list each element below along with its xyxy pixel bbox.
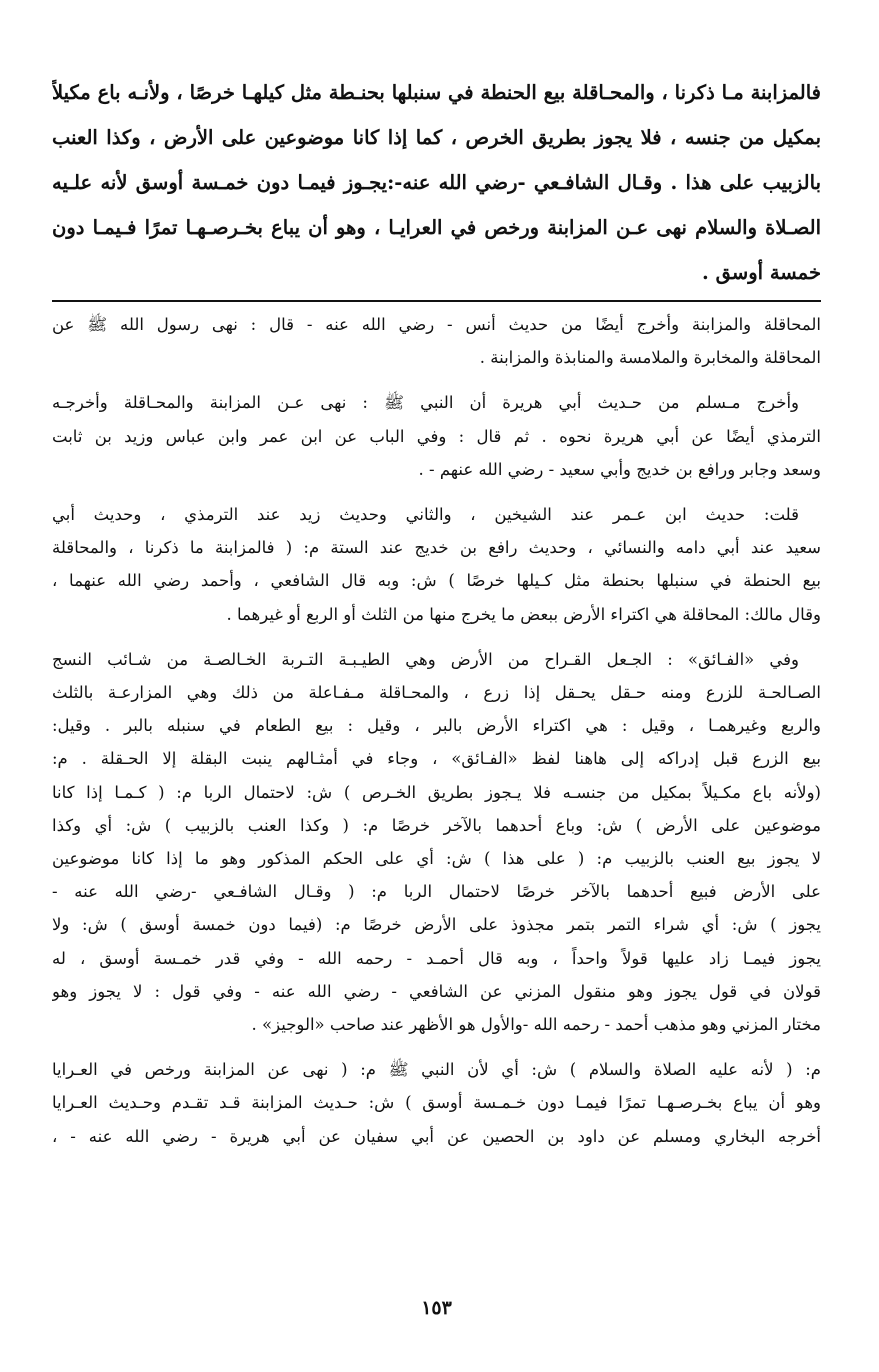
commentary-line: وسعد وجابر ورافع بن خديج وأبي سعيد - رضي الله عنهم - . — [418, 459, 821, 479]
commentary-paragraph — [52, 498, 821, 631]
commentary-line: وقال مالك: المحاقلة هي اكتراء الأرض ببعض ما يخرج منها من الثلث أو الربع أو غيرهما . — [226, 604, 821, 624]
commentary-line: وهو أن يباع بخـرصـهـا تمرًا فيمـا دون خـمـسة أوسق ) ش: حـديث المزابنة قـد تقـدم وحـديث العـرايا — [52, 1093, 821, 1113]
main-text — [52, 70, 821, 295]
commentary — [52, 308, 821, 1165]
commentary-line: وأخرج مـسلم من حـديث أبي هريرة أن النبي ﷺ : نهى عـن المزابنة والمحـاقلة وأخرجـه — [52, 393, 799, 413]
commentary-line: وفي «الفـائق» : الجـعل القـراح من الأرض وهي الطيـبـة التـربة الخـالصـة من شـائب النسج — [52, 649, 799, 669]
main-text-line: الصـلاة والسلام نهى عـن المزابنة ورخص في العرايـا ، وهو أن يباع بخـرصـهـا تمرًا فـيمـا دون — [52, 216, 821, 239]
commentary-line: على الأرض فبيع أحدهما بالآخر خرصًا لاحتمال الربا م: ( وقـال الشافـعي -رضي الله عنه - — [52, 882, 821, 902]
commentary-line: قلت: حديث ابن عـمر عند الشيخين ، والثاني وحديث زيد عند الترمذي ، وحديث أبي — [52, 505, 799, 525]
commentary-line: المحاقلة والمزابنة وأخرج أيضًا من حديث أنس - رضي الله عنه - قال : نهى رسول الله ﷺ عن — [52, 315, 821, 334]
main-text-line: خمسة أوسق . — [702, 261, 821, 284]
main-text-line: بمكيل من جنسه ، فلا يجوز بطريق الخرص ، كما إذا كانا موضوعين على الأرض ، وكذا العنب — [52, 126, 821, 149]
commentary-line: مختار المزني وهو مذهب أحمد - رحمه الله -والأول هو الأظهر عند صاحب «الوجيز» . — [251, 1015, 821, 1035]
commentary-line: بيع الزرع قبل إدراكه إلى هاهنا لفظ «الفـائق» ، وجاء في أمثـالهم ينبت البقلة إلا الحـقلة . م: — [52, 749, 821, 769]
commentary-line: م: ( لأنه عليه الصلاة والسلام ) ش: أي لأن النبي ﷺ م: ( نهى عن المزابنة ورخص في العـرايا — [52, 1060, 821, 1080]
page-number: ١٥٣ — [421, 1297, 452, 1319]
commentary-line: المحاقلة والمخابرة والملامسة والمنابذة والمزابنة . — [479, 348, 821, 368]
commentary-paragraph — [52, 386, 821, 486]
commentary-line: موضوعين على الأرض ) ش: وباع أحدهما بالآخر خرصًا م: ( وكذا العنب بالزبيب ) ش: أي وكذا — [52, 815, 821, 835]
commentary-paragraph — [52, 308, 821, 374]
commentary-paragraph — [52, 643, 821, 1041]
commentary-line: يجوز ) ش: أي شراء التمر بتمر مجذوذ على الأرض خرصًا م: (فيما دون خمسة أوسق ) ش: ولا — [52, 915, 821, 935]
commentary-line: قولان في قول يجوز وهو منقول المزني عن الشافعي - رضي الله عنه - وفي قول : لا يجوز وهو — [52, 981, 821, 1001]
commentary-line: يجوز فيمـا زاد عليها قولاً واحداً ، وبه قال أحمـد - رحمه الله - وفي قدر خمـسة أوسق ، له — [52, 948, 821, 968]
commentary-line: أخرجه البخاري ومسلم عن داود بن الحصين عن أبي سفيان عن أبي هريرة - رضي الله عنه - ، — [52, 1126, 821, 1146]
commentary-line: الترمذي أيضًا عن أبي هريرة نحوه . ثم قال : وفي الباب عن ابن عمر وابن عباس وزيد بن ثابت — [52, 426, 821, 446]
commentary-paragraph — [52, 1053, 821, 1153]
main-text-line: فالمزابنة مـا ذكرنا ، والمحـاقلة بيع الحنطة في سنبلها بحنـطة مثل كيلهـا خرصًا ، ولأنـه باع مكيلاً — [52, 81, 821, 104]
main-text-line: بالزبيب على هذا . وقـال الشافـعي -رضي الله عنه-:يجـوز فيمـا دون خمـسة أوسق لأنه علـيه — [52, 171, 821, 194]
commentary-line: سعيد عند أبي دامه والنسائي ، وحديث رافع بن خديج عند الستة م: ( فالمزابنة ما ذكرنا ، والمحاقلة — [52, 538, 821, 558]
book-page — [52, 0, 821, 1372]
commentary-line: لا يجوز بيع العنب بالزبيب م: ( على هذا ) ش: أي على الحكم المذكور وهو ما إذا كانا موضوعين — [52, 849, 821, 869]
footnote-divider — [52, 300, 821, 302]
commentary-line: الصـالحـة للزرع ومنه حـقل يحـقل إذا زرع ، والمحـاقلة مـفـاعلة من ذلك وهي المزارعـة بالثلث — [52, 683, 821, 703]
commentary-line: والربع وغيرهمـا ، وقيل : هي اكتراء الأرض بالبر ، وقيل : بيع الطعام في سنبله بالبر . وقيل: — [52, 716, 821, 736]
commentary-line: (ولأنه باع مكـيلاً بمكيل من جنسـه فلا يـجوز بطريق الخـرص ) ش: لاحتمال الربا م: ( كـمـا إذا كانا — [52, 782, 821, 802]
commentary-line: بيع الحنطة في سنبلها بحنطة مثل كـيلها خرصًا ) ش: وبه قال الشافعي ، وأحمد رضي الله عنهما ، — [52, 571, 821, 591]
